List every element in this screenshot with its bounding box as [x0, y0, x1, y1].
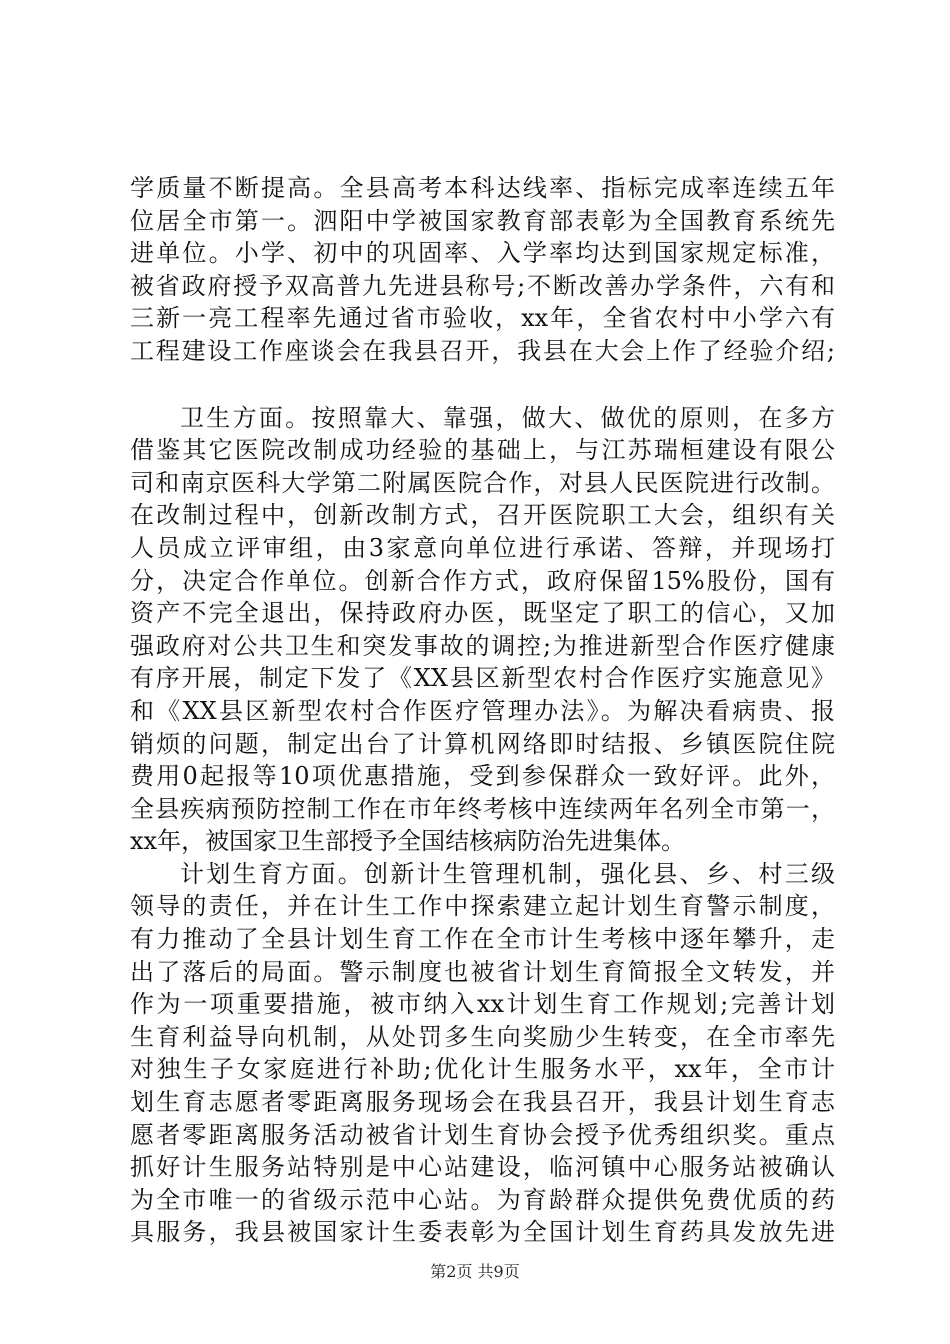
text-line: 费用0起报等10项优惠措施，受到参保群众一致好评。此外，	[130, 762, 835, 791]
text-line: 销烦的问题，制定出台了计算机网络即时结报、乡镇医院住院	[130, 729, 835, 758]
text-line: 被省政府授予双高普九先进县称号;不断改善办学条件，六有和	[130, 271, 835, 300]
text-line: 人员成立评审组，由3家意向单位进行承诺、答辩，并现场打	[130, 533, 835, 562]
text-line: 资产不完全退出，保持政府办医，既坚定了职工的信心，又加	[130, 599, 835, 628]
text-line: 对独生子女家庭进行补助;优化计生服务水平，xx年，全市计	[130, 1055, 835, 1084]
text-line: 计划生育方面。创新计生管理机制，强化县、乡、村三级	[180, 859, 835, 888]
text-line: 三新一亮工程率先通过省市验收，xx年，全省农村中小学六有	[130, 304, 835, 333]
page-number-footer: 第2页 共9页	[430, 1262, 520, 1281]
text-line: 工程建设工作座谈会在我县召开，我县在大会上作了经验介绍;	[130, 336, 835, 365]
document-body	[130, 172, 835, 1249]
text-line: 作为一项重要措施，被市纳入xx计划生育工作规划;完善计划	[130, 990, 835, 1019]
text-line: 卫生方面。按照靠大、靠强，做大、做优的原则，在多方	[180, 403, 835, 432]
paragraph-spacer	[130, 368, 835, 402]
text-line: xx年，被国家卫生部授予全国结核病防治先进集体。	[130, 827, 686, 856]
text-line: 学质量不断提高。全县高考本科达线率、指标完成率连续五年	[130, 174, 835, 202]
text-line: 分，决定合作单位。创新合作方式，政府保留15%股份，国有	[130, 566, 835, 595]
text-line: 划生育志愿者零距离服务现场会在我县召开，我县计划生育志	[130, 1088, 835, 1117]
text-line: 出了落后的局面。警示制度也被省计划生育简报全文转发，并	[130, 957, 835, 986]
text-line: 为全市唯一的省级示范中心站。为育龄群众提供免费优质的药	[130, 1185, 835, 1214]
text-line: 生育利益导向机制，从处罚多生向奖励少生转变，在全市率先	[130, 1022, 835, 1051]
text-line: 抓好计生服务站特别是中心站建设，临河镇中心服务站被确认	[130, 1153, 835, 1182]
text-line: 愿者零距离服务活动被省计划生育协会授予优秀组织奖。重点	[130, 1120, 835, 1149]
text-line: 位居全市第一。泗阳中学被国家教育部表彰为全国教育系统先	[130, 206, 835, 235]
text-line: 具服务，我县被国家计生委表彰为全国计划生育药具发放先进	[130, 1218, 835, 1247]
text-line: 和《XX县区新型农村合作医疗管理办法》。为解决看病贵、报	[130, 696, 835, 725]
text-line: 司和南京医科大学第二附属医院合作，对县人民医院进行改制。	[130, 468, 835, 497]
text-line: 强政府对公共卫生和突发事故的调控;为推进新型合作医疗健康	[130, 631, 835, 660]
paragraph-family-planning	[130, 858, 835, 1249]
text-line: 进单位。小学、初中的巩固率、入学率均达到国家规定标准，	[130, 239, 835, 268]
text-line: 全县疾病预防控制工作在市年终考核中连续两年名列全市第一，	[130, 794, 835, 823]
text-line: 有力推动了全县计划生育工作在全市计生考核中逐年攀升，走	[130, 925, 835, 954]
text-line: 领导的责任，并在计生工作中探索建立起计划生育警示制度，	[130, 892, 835, 921]
text-line: 在改制过程中，创新改制方式，召开医院职工大会，组织有关	[130, 501, 835, 530]
text-line: 有序开展，制定下发了《XX县区新型农村合作医疗实施意见》	[130, 664, 835, 693]
paragraph-education	[130, 172, 835, 368]
paragraph-health	[130, 402, 835, 858]
text-line: 借鉴其它医院改制成功经验的基础上，与江苏瑞桓建设有限公	[130, 436, 835, 465]
